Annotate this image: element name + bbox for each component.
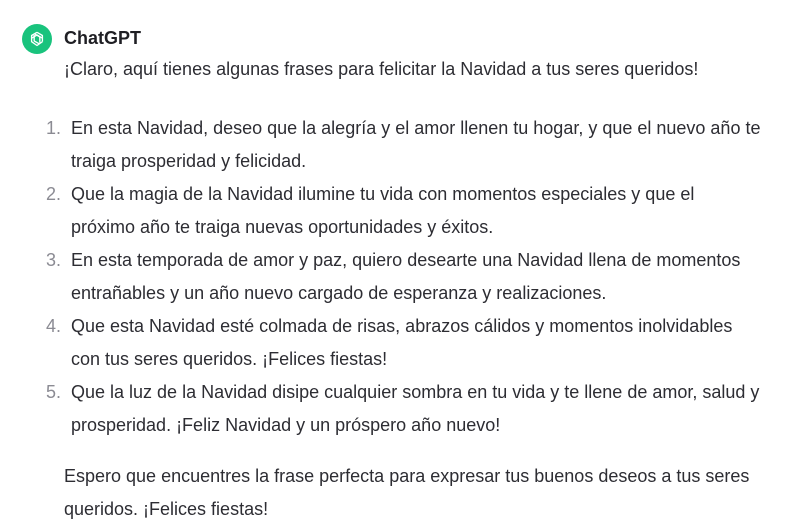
message-closing-line: Espero que encuentres la frase perfecta para expresar tus buenos deseos a tus seres [64,466,750,486]
list-item-text-line: con tus seres queridos. ¡Felices fiestas! [71,349,388,369]
list-item-number: 5. [46,382,62,402]
list-item [0,375,800,441]
message-closing-line: queridos. ¡Felices fiestas! [64,499,269,519]
list-item-number: 2. [46,184,62,204]
list-item-text-line: En esta temporada de amor y paz, quiero desearte una Navidad llena de momentos [71,250,741,270]
message-author: ChatGPT [64,28,142,48]
list-item-text-line: traiga prosperidad y felicidad. [71,151,307,171]
list-item-number: 3. [46,250,62,270]
list-item [0,243,800,309]
list-item [0,177,800,243]
list-item-number: 4. [46,316,62,336]
list-item-text-line: Que la luz de la Navidad disipe cualquier sombra en tu vida y te llene de amor, salud y [71,382,760,402]
openai-logo-icon [27,29,47,49]
list-item-text-line: Que esta Navidad esté colmada de risas, abrazos cálidos y momentos inolvidables [71,316,733,336]
list-item [0,111,800,177]
list-item-text-line: prosperidad. ¡Feliz Navidad y un próspero año nuevo! [71,415,501,435]
list-item-text-line: próximo año te traiga nuevas oportunidades y éxitos. [71,217,494,237]
message-intro: ¡Claro, aquí tienes algunas frases para felicitar la Navidad a tus seres queridos! [64,59,699,79]
list-item-text-line: entrañables y un año nuevo cargado de esperanza y realizaciones. [71,283,607,303]
list-item-text-line: Que la magia de la Navidad ilumine tu vida con momentos especiales y que el [71,184,695,204]
chatgpt-avatar [22,24,52,54]
list-item-number: 1. [46,118,62,138]
list-item-text-line: En esta Navidad, deseo que la alegría y el amor llenen tu hogar, y que el nuevo año te [71,118,761,138]
list-item [0,309,800,375]
phrases-list [0,111,800,441]
